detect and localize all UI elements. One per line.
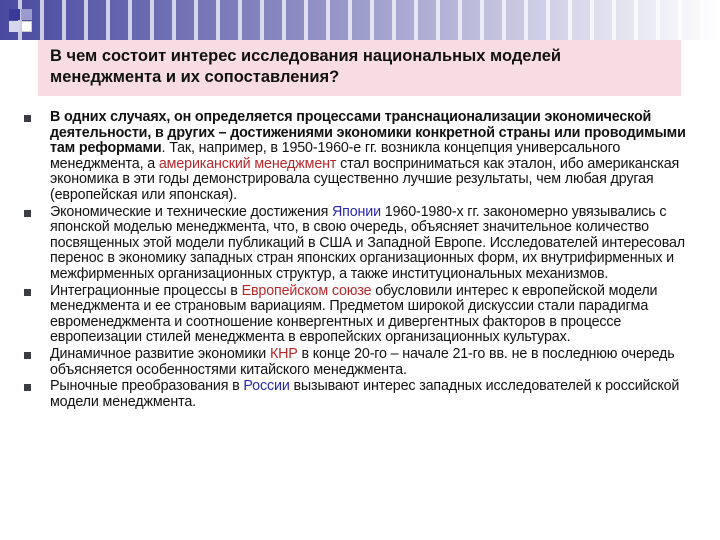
item-text: . Так, например, в 1950-1960-е гг. возникла концепция универсального менеджмента, а [50, 140, 621, 172]
item-text: обусловили интерес к европейской модели менеджмента и ее страновым вариациям. Предметом широкой дискуссии стали парадигма евроменеджмента и соотношение конвергентных и дивергентных факторов в процессе европеизации стилей менеджмента в европейских организационных культурах. [50, 282, 658, 346]
corner-square-decoration [9, 9, 20, 20]
bullet-square-icon [24, 210, 31, 217]
bullet-square-icon [24, 289, 31, 296]
title-line-1: В чем состоит интерес исследования национальных моделей [50, 47, 562, 65]
item-text: стал восприниматься как эталон, ибо американская экономика в эти годы демонстрировала существенно лучшие результаты, чем любая другая (европейская или японская). [50, 155, 680, 203]
page-title [50, 46, 669, 88]
item-text: Интеграционные процессы в [50, 282, 242, 299]
bullet-square-icon [24, 352, 31, 359]
title-box [38, 40, 681, 96]
list-item [15, 347, 707, 378]
header-stripe-decoration [0, 0, 720, 40]
item-highlight: Европейском союзе [241, 282, 372, 299]
bullet-list [15, 110, 707, 411]
list-item [15, 284, 707, 346]
item-highlight: России [243, 378, 290, 395]
bullet-square-icon [24, 115, 31, 122]
bullet-square-icon [24, 384, 31, 391]
list-item [15, 379, 707, 410]
list-item [15, 205, 707, 283]
corner-square-decoration [21, 9, 32, 20]
item-text: Рыночные преобразования в [50, 378, 244, 395]
corner-square-decoration [21, 21, 32, 32]
item-text: 1960-1980-х гг. закономерно увязывались с японской моделью менеджмента, что, в свою очередь, объясняет значительное количество посвященных этой модели публикаций в США и Западной Европе. Исследователей интересовал перенос в экономику западных стран японских организационных форм, их внутрифирменных и межфирменных организационных структур, а также институциональных механизмов. [50, 203, 686, 282]
item-text: в конце 20-го – начале 21-го вв. не в последнюю очередь объясняется особенностями китайского менеджмента. [50, 345, 675, 378]
item-bold-text: В одних случаях, он определяется процессами транснационализации экономической деятельности, в других – достижениями экономики конкретной страны или проводимыми там реформами [50, 109, 686, 157]
item-text: Экономические и технические достижения [50, 203, 332, 220]
list-item [15, 110, 707, 204]
item-text: Динамичное развитие экономики [50, 345, 270, 362]
corner-square-decoration [9, 21, 20, 32]
item-text: вызывают интерес западных исследователей к российской модели менеджмента. [50, 378, 680, 410]
title-line-2: менеджмента и их сопоставления? [50, 68, 340, 86]
item-highlight: Японии [331, 203, 381, 220]
item-highlight: американский менеджмент [158, 155, 337, 172]
item-highlight: КНР [269, 345, 298, 362]
